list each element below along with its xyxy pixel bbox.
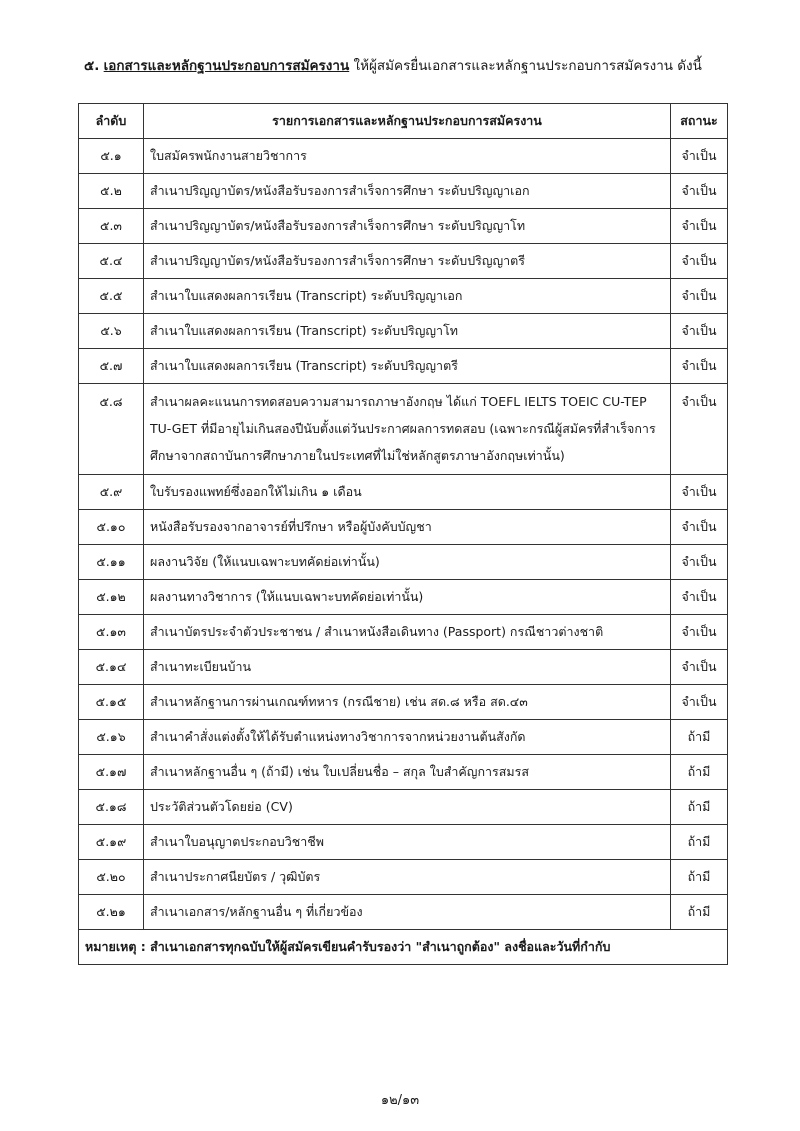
documents-table (78, 103, 728, 965)
row-status: จำเป็น (671, 244, 728, 279)
section-title: เอกสารและหลักฐานประกอบการสมัครงาน (103, 58, 350, 74)
table-row (79, 209, 728, 244)
row-status: จำเป็น (671, 685, 728, 720)
row-number: ๕.๑๕ (79, 685, 144, 720)
row-item: สำเนาปริญญาบัตร/หนังสือรับรองการสำเร็จการศึกษา ระดับปริญญาโท (144, 209, 671, 244)
table-row (79, 790, 728, 825)
row-status: จำเป็น (671, 384, 728, 475)
table-row (79, 139, 728, 174)
row-item: ใบรับรองแพทย์ซึ่งออกให้ไม่เกิน ๑ เดือน (144, 475, 671, 510)
section-description: ให้ผู้สมัครยื่นเอกสารและหลักฐานประกอบการสมัครงาน ดังนี้ (349, 58, 702, 74)
page-number: ๑๒/๑๓ (380, 1093, 420, 1108)
row-item: สำเนาคำสั่งแต่งตั้งให้ได้รับตำแหน่งทางวิชาการจากหน่วยงานต้นสังกัด (144, 720, 671, 755)
row-number: ๕.๑๗ (79, 755, 144, 790)
row-item: ผลงานทางวิชาการ (ให้แนบเฉพาะบทคัดย่อเท่านั้น) (144, 580, 671, 615)
row-item: สำเนาทะเบียนบ้าน (144, 650, 671, 685)
row-item: สำเนาหลักฐานอื่น ๆ (ถ้ามี) เช่น ใบเปลี่ยนชื่อ – สกุล ใบสำคัญการสมรส (144, 755, 671, 790)
row-status: จำเป็น (671, 279, 728, 314)
row-item: สำเนาใบแสดงผลการเรียน (Transcript) ระดับปริญญาโท (144, 314, 671, 349)
table-row (79, 580, 728, 615)
row-status: จำเป็น (671, 349, 728, 384)
row-status: จำเป็น (671, 174, 728, 209)
row-number: ๕.๕ (79, 279, 144, 314)
row-number: ๕.๖ (79, 314, 144, 349)
row-status: จำเป็น (671, 139, 728, 174)
table-row (79, 510, 728, 545)
row-number: ๕.๑๒ (79, 580, 144, 615)
table-row (79, 279, 728, 314)
row-item: สำเนาเอกสาร/หลักฐานอื่น ๆ ที่เกี่ยวข้อง (144, 895, 671, 930)
row-item: สำเนาใบอนุญาตประกอบวิชาชีพ (144, 825, 671, 860)
row-number: ๕.๑ (79, 139, 144, 174)
table-row (79, 475, 728, 510)
row-status: จำเป็น (671, 314, 728, 349)
table-row (79, 895, 728, 930)
row-number: ๕.๘ (79, 384, 144, 475)
row-status: ถ้ามี (671, 790, 728, 825)
row-item: สำเนาปริญญาบัตร/หนังสือรับรองการสำเร็จการศึกษา ระดับปริญญาเอก (144, 174, 671, 209)
table-row (79, 860, 728, 895)
table-row (79, 174, 728, 209)
header-status: สถานะ (671, 104, 728, 139)
row-status: จำเป็น (671, 475, 728, 510)
header-no: ลำดับ (79, 104, 144, 139)
table-row (79, 615, 728, 650)
table-header-row (79, 104, 728, 139)
row-status: ถ้ามี (671, 895, 728, 930)
row-number: ๕.๑๔ (79, 650, 144, 685)
row-item: สำเนาใบแสดงผลการเรียน (Transcript) ระดับปริญญาตรี (144, 349, 671, 384)
row-number: ๕.๒๑ (79, 895, 144, 930)
row-number: ๕.๓ (79, 209, 144, 244)
row-status: ถ้ามี (671, 860, 728, 895)
section-heading (84, 54, 744, 76)
table-row (79, 685, 728, 720)
table-row (79, 720, 728, 755)
row-item: หนังสือรับรองจากอาจารย์ที่ปรึกษา หรือผู้บังคับบัญชา (144, 510, 671, 545)
table-row (79, 825, 728, 860)
row-number: ๕.๑๙ (79, 825, 144, 860)
row-item: ผลงานวิจัย (ให้แนบเฉพาะบทคัดย่อเท่านั้น) (144, 545, 671, 580)
table-row (79, 314, 728, 349)
row-number: ๕.๔ (79, 244, 144, 279)
table-body (79, 139, 728, 930)
row-number: ๕.๒๐ (79, 860, 144, 895)
section-number: ๕. (84, 58, 100, 74)
row-item: ใบสมัครพนักงานสายวิชาการ (144, 139, 671, 174)
row-number: ๕.๑๓ (79, 615, 144, 650)
row-item: ประวัติส่วนตัวโดยย่อ (CV) (144, 790, 671, 825)
table-row (79, 545, 728, 580)
remark-row (79, 930, 728, 965)
row-item: สำเนาประกาศนียบัตร / วุฒิบัตร (144, 860, 671, 895)
row-number: ๕.๗ (79, 349, 144, 384)
row-item: สำเนาหลักฐานการผ่านเกณฑ์ทหาร (กรณีชาย) เช่น สด.๘ หรือ สด.๔๓ (144, 685, 671, 720)
row-number: ๕.๑๐ (79, 510, 144, 545)
row-status: จำเป็น (671, 510, 728, 545)
row-item: สำเนาผลคะแนนการทดสอบความสามารถภาษาอังกฤษ ได้แก่ TOEFL IELTS TOEIC CU-TEP TU-GET ที่มีอายุไม่เกินสองปีนับตั้งแต่วันประกาศผลการทดสอบ (เฉพาะกรณีผู้สมัครที่สำเร็จการศึกษาจากสถาบันการศึกษาภายในประเทศที่ไม่ใช่หลักสูตรภาษาอังกฤษเท่านั้น) (144, 384, 671, 475)
row-number: ๕.๙ (79, 475, 144, 510)
row-number: ๕.๑๖ (79, 720, 144, 755)
row-status: จำเป็น (671, 209, 728, 244)
row-status: จำเป็น (671, 650, 728, 685)
table-row (79, 244, 728, 279)
row-status: ถ้ามี (671, 755, 728, 790)
header-item: รายการเอกสารและหลักฐานประกอบการสมัครงาน (144, 104, 671, 139)
row-status: จำเป็น (671, 615, 728, 650)
table-row (79, 384, 728, 475)
row-status: ถ้ามี (671, 825, 728, 860)
row-item: สำเนาบัตรประจำตัวประชาชน / สำเนาหนังสือเดินทาง (Passport) กรณีชาวต่างชาติ (144, 615, 671, 650)
row-number: ๕.๑๑ (79, 545, 144, 580)
row-number: ๕.๑๘ (79, 790, 144, 825)
table-row (79, 349, 728, 384)
row-item: สำเนาปริญญาบัตร/หนังสือรับรองการสำเร็จการศึกษา ระดับปริญญาตรี (144, 244, 671, 279)
row-status: จำเป็น (671, 580, 728, 615)
row-status: จำเป็น (671, 545, 728, 580)
row-number: ๕.๒ (79, 174, 144, 209)
table-row (79, 650, 728, 685)
row-item: สำเนาใบแสดงผลการเรียน (Transcript) ระดับปริญญาเอก (144, 279, 671, 314)
remark-text: หมายเหตุ : สำเนาเอกสารทุกฉบับให้ผู้สมัครเขียนคำรับรองว่า "สำเนาถูกต้อง" ลงชื่อและวันที่กำกับ (79, 930, 728, 965)
table-row (79, 755, 728, 790)
row-status: ถ้ามี (671, 720, 728, 755)
